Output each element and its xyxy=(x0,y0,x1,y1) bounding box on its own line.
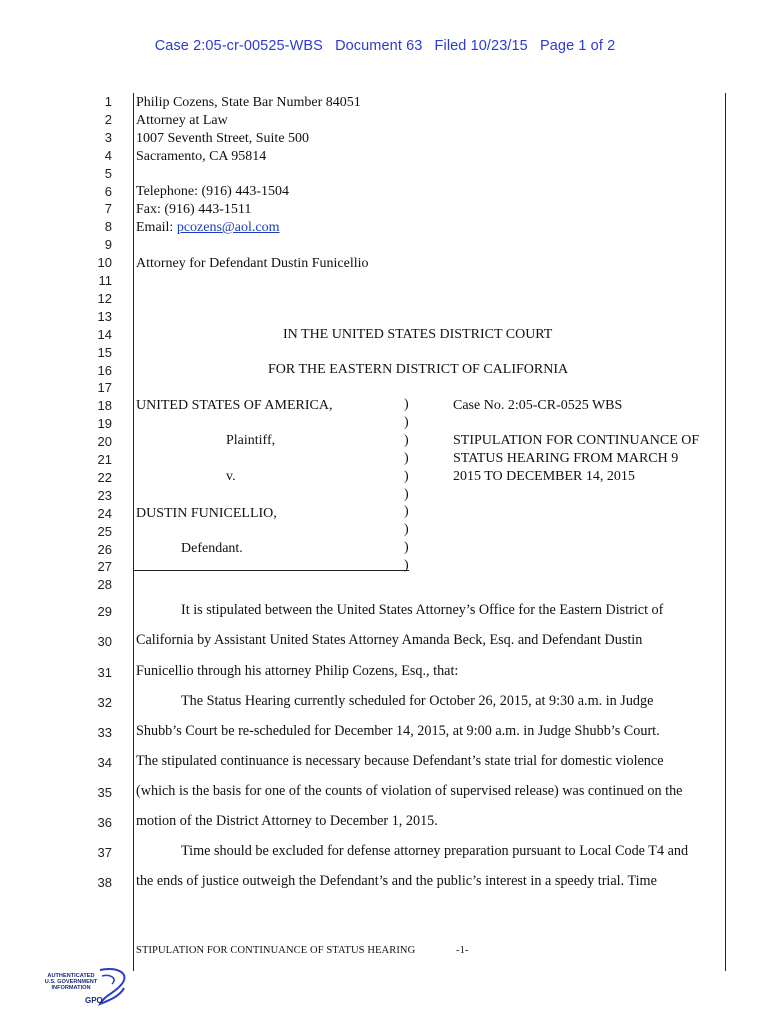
line-number: 18 xyxy=(97,398,112,414)
line-number: 35 xyxy=(97,785,112,800)
line-number: 32 xyxy=(97,695,112,710)
caption-paren: ) xyxy=(404,468,409,484)
caption-paren: ) xyxy=(404,558,409,574)
attorney-street: 1007 Seventh Street, Suite 500 xyxy=(136,131,310,146)
attorney-city: Sacramento, CA 95814 xyxy=(136,149,267,164)
court-district: FOR THE EASTERN DISTRICT OF CALIFORNIA xyxy=(268,362,569,377)
line-number: 8 xyxy=(104,219,112,235)
document-title-line-2: STATUS HEARING FROM MARCH 9 xyxy=(453,451,679,466)
line-number: 23 xyxy=(97,487,112,503)
line-number: 28 xyxy=(97,577,112,593)
case-number: Case 2:05-cr-00525-WBS xyxy=(154,38,323,54)
line-number: 29 xyxy=(97,604,112,619)
line-number: 10 xyxy=(97,255,112,271)
body-line: Funicellio through his attorney Philip Cozens, Esq., that: xyxy=(136,663,459,679)
filed-date: Filed 10/23/15 xyxy=(434,38,528,54)
line-number: 15 xyxy=(97,344,112,360)
gpo-label: GPO xyxy=(85,996,103,1005)
caption-paren: ) xyxy=(404,504,409,520)
line-number: 7 xyxy=(104,201,112,217)
seal-line: AUTHENTICATED xyxy=(47,973,95,979)
document-number: Document 63 xyxy=(335,38,423,54)
body-line: It is stipulated between the United States Attorney’s Office for the Eastern District of xyxy=(181,602,664,618)
attorney-telephone: Telephone: (916) 443-1504 xyxy=(136,184,289,199)
body-line: The stipulated continuance is necessary because Defendant’s state trial for domestic violence xyxy=(136,753,664,769)
line-number: 30 xyxy=(97,634,112,649)
attorney-email-line xyxy=(136,219,280,236)
seal-line: U.S. GOVERNMENT xyxy=(44,979,98,986)
court-name: IN THE UNITED STATES DISTRICT COURT xyxy=(283,327,553,342)
attorney-title: Attorney at Law xyxy=(136,113,228,128)
defendant-role: Defendant. xyxy=(181,541,243,556)
line-number: 4 xyxy=(104,147,112,163)
email-label: Email: xyxy=(136,220,177,235)
caption-underline xyxy=(134,570,409,571)
line-number: 24 xyxy=(97,505,112,521)
right-margin-rule xyxy=(725,93,726,971)
caption-paren: ) xyxy=(404,397,409,412)
line-number: 36 xyxy=(97,815,112,830)
versus: v. xyxy=(226,469,236,484)
defendant-name: DUSTIN FUNICELLIO, xyxy=(136,506,277,521)
caption-paren: ) xyxy=(404,486,409,502)
case-no: Case No. 2:05-CR-0525 WBS xyxy=(453,398,623,413)
left-margin-rule xyxy=(133,93,134,971)
line-number: 20 xyxy=(97,434,112,450)
attorney-name: Philip Cozens, State Bar Number 84051 xyxy=(136,95,361,110)
page-indicator: Page 1 of 2 xyxy=(540,38,616,54)
caption-paren: ) xyxy=(404,522,409,538)
body-line: Shubb’s Court be re-scheduled for December 14, 2015, at 9:00 a.m. in Judge Shubb’s Court. xyxy=(136,723,660,739)
line-number: 1 xyxy=(104,94,112,109)
line-number: 19 xyxy=(97,416,112,432)
line-number: 9 xyxy=(104,237,112,253)
line-number: 33 xyxy=(97,725,112,740)
line-number: 25 xyxy=(97,523,112,539)
line-number: 12 xyxy=(97,290,112,306)
line-number: 38 xyxy=(97,875,112,890)
email-link[interactable]: pcozens@aol.com xyxy=(176,220,280,235)
line-number: 26 xyxy=(97,541,112,557)
attorney-role: Attorney for Defendant Dustin Funicellio xyxy=(136,256,369,271)
body-line: the ends of justice outweigh the Defendant’s and the public’s interest in a speedy trial. Time xyxy=(136,873,657,889)
footer-title: STIPULATION FOR CONTINUANCE OF STATUS HEARING xyxy=(136,945,416,956)
line-number: 11 xyxy=(98,273,112,288)
caption-paren: ) xyxy=(404,432,409,448)
line-number: 21 xyxy=(97,452,112,467)
caption-paren: ) xyxy=(404,540,409,556)
body-line: California by Assistant United States Attorney Amanda Beck, Esq. and Defendant Dustin xyxy=(136,632,643,648)
caption-paren: ) xyxy=(404,450,409,466)
attorney-fax: Fax: (916) 443-1511 xyxy=(136,202,252,217)
line-number: 27 xyxy=(97,559,112,575)
line-number: 13 xyxy=(97,308,112,324)
line-number: 2 xyxy=(104,111,112,127)
gpo-authentication-seal xyxy=(40,966,130,1014)
footer-page-number: -1- xyxy=(456,945,469,956)
seal-line: INFORMATION xyxy=(51,985,91,992)
body-line: The Status Hearing currently scheduled for October 26, 2015, at 9:30 a.m. in Judge xyxy=(181,693,654,709)
line-number: 31 xyxy=(97,665,112,680)
line-number: 3 xyxy=(104,129,112,145)
line-number: 6 xyxy=(104,183,112,199)
gpo-seal-text xyxy=(40,973,102,992)
document-title-line-1: STIPULATION FOR CONTINUANCE OF xyxy=(453,433,700,448)
document-title-line-3: 2015 TO DECEMBER 14, 2015 xyxy=(453,469,635,484)
line-number: 34 xyxy=(97,755,112,770)
line-number: 16 xyxy=(97,362,112,378)
line-number: 22 xyxy=(97,469,112,485)
line-number: 5 xyxy=(104,165,112,181)
line-number: 37 xyxy=(97,845,112,860)
body-line: (which is the basis for one of the counts of violation of supervised release) was continued on the xyxy=(136,783,683,799)
body-line: Time should be excluded for defense attorney preparation pursuant to Local Code T4 and xyxy=(181,843,689,859)
plaintiff-name: UNITED STATES OF AMERICA, xyxy=(136,398,333,413)
plaintiff-role: Plaintiff, xyxy=(226,433,276,448)
line-number: 14 xyxy=(97,326,112,342)
caption-paren: ) xyxy=(404,414,409,430)
body-line: motion of the District Attorney to December 1, 2015. xyxy=(136,813,438,829)
ecf-header xyxy=(0,38,770,54)
line-number: 17 xyxy=(97,380,112,396)
